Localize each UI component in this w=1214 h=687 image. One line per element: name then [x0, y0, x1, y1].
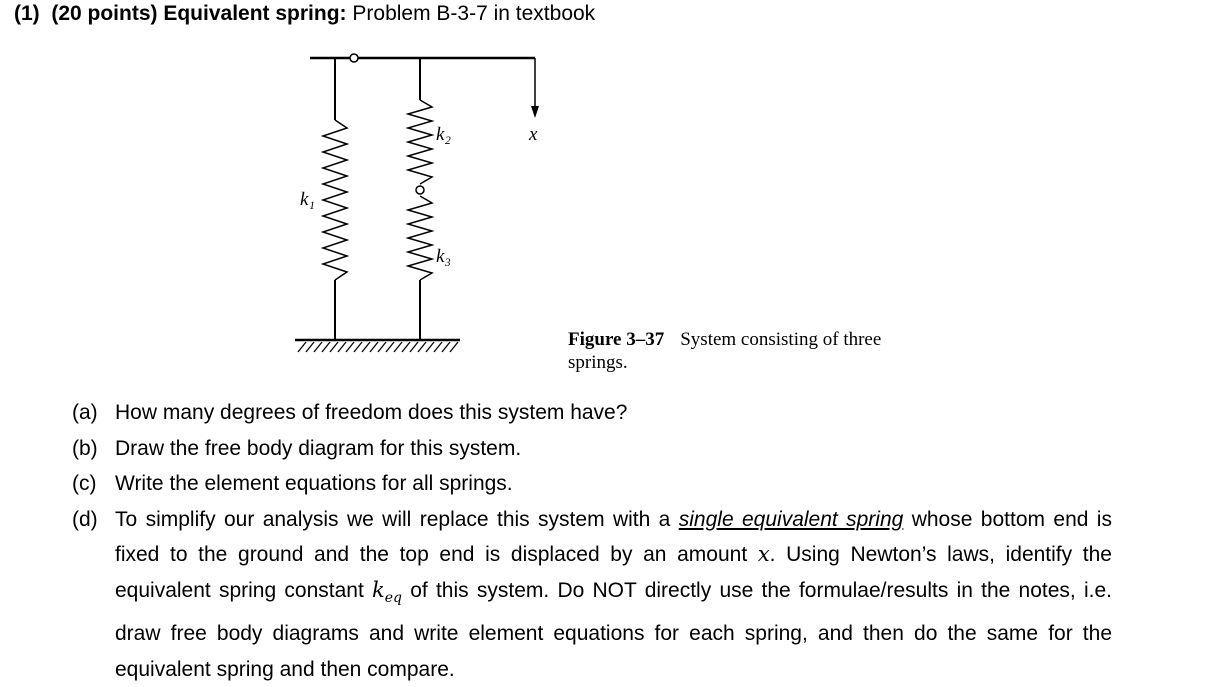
question-a [72, 395, 1112, 431]
question-label: (d) [72, 502, 115, 687]
spring-system-figure [270, 40, 570, 380]
question-d-part3: . Using Newton’s laws, identify the equivalent spring constant [115, 543, 1112, 602]
question-d-part4: of this system. Do NOT directly use the formulae/results in the notes, i.e. draw free body diagrams and write element equations for each spring, and then do the same for the equivalent spring and then compare. [115, 579, 1112, 681]
top-pin [350, 54, 358, 62]
k1-spring [323, 120, 347, 280]
x-arrowhead [531, 106, 539, 118]
variable-k: k [372, 578, 385, 602]
problem-points: (20 points) Equivalent spring: [51, 2, 346, 25]
problem-header [14, 2, 595, 26]
question-d-part2: whose bottom end is fixed to the ground and the top end is displaced by an amount [115, 508, 1112, 567]
question-text: How many degrees of freedom does this system have? [115, 395, 1112, 431]
question-d-part1: To simplify our analysis we will replace this system with a [115, 508, 679, 531]
variable-x: x [758, 542, 770, 566]
k2-label: k₂ [436, 124, 451, 145]
question-text: Write the element equations for all springs. [115, 466, 1112, 502]
question-b [72, 431, 1112, 467]
question-label: (a) [72, 395, 115, 431]
single-equivalent-spring-emphasis: single equivalent spring [679, 508, 904, 531]
question-list [72, 395, 1112, 687]
spring-diagram [270, 40, 570, 380]
question-label: (c) [72, 466, 115, 502]
question-label: (b) [72, 431, 115, 467]
problem-number: (1) [14, 2, 40, 25]
figure-caption-text: System consisting of three springs. [568, 329, 881, 373]
k2-spring [408, 100, 432, 184]
k3-spring [408, 196, 432, 280]
ground-hatch [298, 342, 458, 352]
question-c [72, 466, 1112, 502]
mid-pin [416, 186, 424, 194]
question-text: Draw the free body diagram for this system. [115, 431, 1112, 467]
question-d [72, 502, 1112, 687]
figure-caption [568, 328, 928, 374]
k1-label: k₁ [300, 189, 315, 210]
problem-source: Problem B-3-7 in textbook [352, 2, 595, 25]
variable-k-eq [372, 578, 402, 602]
x-label: x [528, 124, 538, 145]
figure-caption-label: Figure 3–37 [568, 329, 664, 350]
k3-label: k₃ [436, 246, 451, 267]
question-text [115, 502, 1112, 687]
variable-k-subscript: eq [385, 590, 402, 606]
